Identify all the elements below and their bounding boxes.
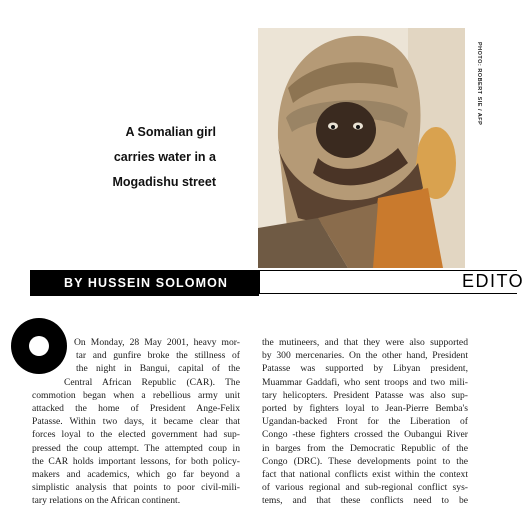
text-line: Patasse. Within two days, it became clear that (32, 416, 240, 428)
text-line: of various regional and sub-regional conflict sys- (262, 482, 468, 494)
text-line: Ugandan-backed Front for the Liberation of (262, 416, 468, 428)
text-line: the night in Bangui, capital of the (76, 363, 240, 375)
caption-line: Mogadishu street (112, 175, 216, 189)
text-line: Central African Republic (CAR). The (64, 376, 240, 388)
section-label: EDITO (462, 271, 524, 291)
text-line: tary relations on the African continent. (32, 495, 181, 507)
text-line: tary helicopters. President Patasse was also sup- (262, 389, 468, 401)
caption-line: A Somalian girl (125, 125, 216, 139)
section-header (259, 270, 524, 294)
text-line: Congo -these fighters crossed the Oubangui River (262, 429, 468, 441)
text-line: pressed the coup attempt. The attempted coup in (32, 442, 240, 454)
text-line: the CAR holds important lessons, for both policy- (32, 455, 240, 467)
text-line: by 300 mercenaries. On the other hand, President (262, 350, 468, 362)
article-photo (258, 28, 465, 268)
text-line: Muammar Gaddafi, who sent troops and two mili- (262, 376, 468, 388)
text-line: Patasse was supported by Libyan president, (262, 363, 468, 375)
photo-caption (100, 120, 216, 195)
text-line: tems, and that these conflicts need to be (262, 495, 468, 507)
caption-line: carries water in a (113, 150, 216, 164)
text-line: the mutineers, and that they were also supported (262, 337, 468, 348)
text-line: commotion began when a rebellious army unit (32, 389, 240, 401)
text-line: tar and gunfire broke the stillness of (76, 350, 240, 362)
article-column-2 (262, 336, 468, 507)
text-line: makers and academics, which go far beyond a (32, 468, 240, 480)
text-line: in barges from the Democratic Republic of the (262, 442, 468, 454)
byline: BY HUSSEIN SOLOMON (30, 270, 259, 296)
text-line: simplistic analysis that points to poor civil-mili- (32, 482, 240, 494)
text-line: Congo (DRC). These developments point to the (262, 455, 468, 467)
photo-illustration (258, 28, 465, 268)
text-line: fact that national conflicts exist within the context (262, 468, 468, 480)
text-line: On Monday, 28 May 2001, heavy mor- (74, 337, 240, 348)
article-column-1 (32, 336, 240, 507)
photo-credit: PHOTO: ROBERT SIE / AFP (476, 42, 482, 126)
text-line: forces loyal to the elected government had sup- (32, 429, 240, 441)
text-line: attacked the home of President Ange-Felix (32, 402, 240, 414)
text-line: ported by fighters loyal to Jean-Pierre Bemba's (262, 402, 468, 414)
